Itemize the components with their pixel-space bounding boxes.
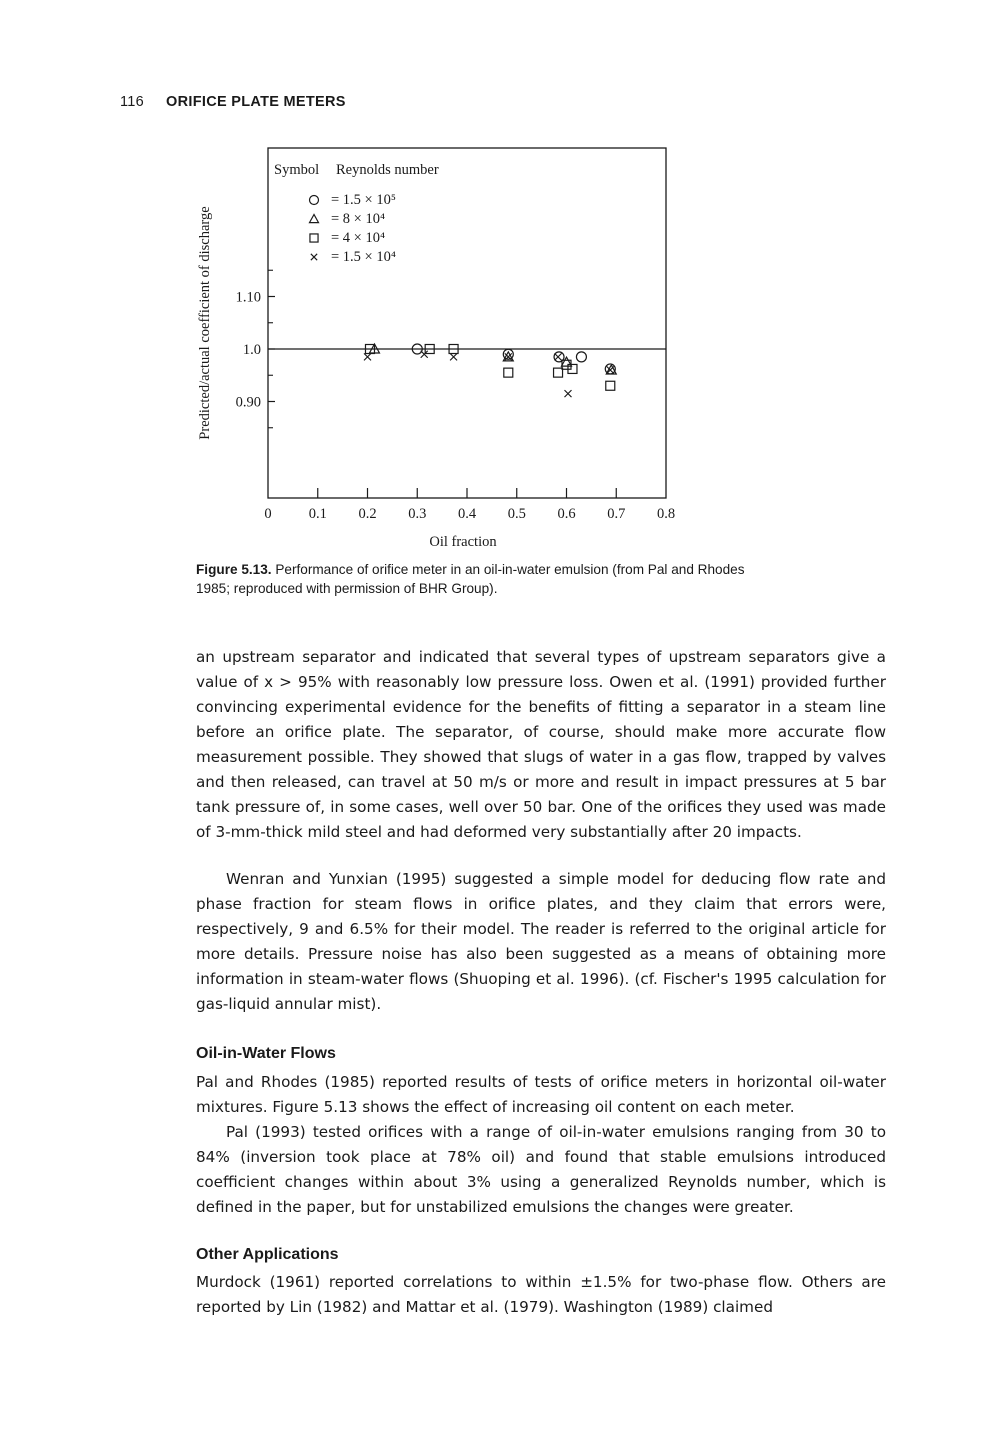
figure-caption-label: Figure 5.13.: [196, 562, 272, 577]
x-tick-label: 0.7: [607, 506, 626, 522]
figure-caption-text: Performance of orifice meter in an oil-in-water emulsion (from Pal and Rhodes 1985; reproduced with permission of BHR Group).: [196, 562, 745, 596]
figure-caption: [196, 560, 776, 598]
x-tick-label: 0.4: [457, 506, 477, 522]
paragraph-3: Pal and Rhodes (1985) reported results of tests of orifice meters in horizontal oil-water mixtures. Figure 5.13 shows the effect of increasing oil content on each meter.: [196, 1073, 886, 1116]
data-point-square: [554, 368, 563, 377]
x-tick-label: 0.6: [557, 506, 576, 522]
legend-entry-label: = 1.5 × 10⁵: [331, 192, 396, 208]
x-tick-label: 0.2: [358, 506, 377, 522]
paragraph-5: Murdock (1961) reported correlations to within ±1.5% for two-phase flow. Others are reported by Lin (1982) and Mattar et al. (1979). Washington (1989) claimed: [196, 1273, 886, 1316]
data-point-square: [504, 368, 513, 377]
x-axis-label: Oil fraction: [429, 534, 497, 550]
y-tick-label: 1.10: [235, 289, 261, 306]
section-heading-other-applications: Other Applications: [196, 1246, 339, 1263]
y-tick-label: 0.90: [235, 394, 261, 411]
chart-legend: [274, 162, 439, 265]
legend-cross-marker: [311, 254, 317, 260]
figure-5-13-chart: [0, 0, 1008, 560]
data-point-cross: [450, 353, 457, 360]
y-axis-label: Predicted/actual coefficient of discharge: [197, 206, 213, 440]
legend-square-marker: [310, 234, 318, 242]
legend-header-reynolds: Reynolds number: [336, 162, 439, 178]
running-title: ORIFICE PLATE METERS: [166, 94, 346, 110]
legend-header-symbol: Symbol: [274, 162, 320, 178]
x-tick-label: 0: [264, 506, 272, 522]
data-point-cross: [364, 353, 371, 360]
paragraph-4: Pal (1993) tested orifices with a range of oil-in-water emulsions ranging from 30 to 84% (inversion took place at 78% oil) and found that stable emulsions introduced coefficient changes within about 3% using a generalized Reynolds number, which is defined in the paper, but for unstabilized emulsions the changes were greater.: [196, 1123, 886, 1216]
legend-entry-label: = 1.5 × 10⁴: [331, 249, 396, 265]
x-tick-label: 0.3: [408, 506, 427, 522]
page-number: 116: [120, 94, 145, 110]
paragraph-1: an upstream separator and indicated that several types of upstream separators give a value of x > 95% with reasonably low pressure loss. Owen et al. (1991) provided further convincing experimental evidence for the benefits of fitting a separator in a steam line before an orifice plate. The separator, of course, should make more accurate flow measurement possible. They showed that slugs of water in a gas flow, trapped by valves and then released, can travel at 50 m/s or more and result in impact pressures at 5 bar tank pressure of, in some cases, well over 50 bar. One of the orifices they used was made of 3-mm-thick mild steel and had deformed very substantially after 20 impacts.: [196, 648, 886, 841]
section-heading-oil-in-water: Oil-in-Water Flows: [196, 1045, 336, 1062]
y-tick-label: 1.0: [242, 342, 261, 358]
legend-triangle-marker: [310, 215, 319, 223]
legend-entry-label: = 4 × 10⁴: [331, 230, 386, 246]
data-point-cross: [564, 390, 571, 397]
data-point-circle: [576, 352, 586, 362]
legend-entry-label: = 8 × 10⁴: [331, 211, 386, 227]
data-point-square: [606, 381, 615, 390]
data-point-cross: [421, 351, 428, 358]
data-point-cross: [555, 353, 562, 360]
x-tick-label: 0.5: [507, 506, 526, 522]
x-tick-label: 0.8: [656, 506, 676, 522]
paragraph-2: Wenran and Yunxian (1995) suggested a simple model for deducing flow rate and phase fraction for steam flows in orifice plates, and they claim that errors were, respectively, 9 and 6.5% for their model. The reader is referred to the original article for more details. Pressure noise has also been suggested as a means of obtaining more information in steam-water flows (Shuoping et al. 1996). (cf. Fischer's 1995 calculation for gas-liquid annular mist).: [196, 870, 886, 1013]
legend-circle-marker: [310, 196, 319, 205]
x-tick-label: 0.1: [308, 506, 327, 522]
plot-frame: [268, 148, 666, 498]
